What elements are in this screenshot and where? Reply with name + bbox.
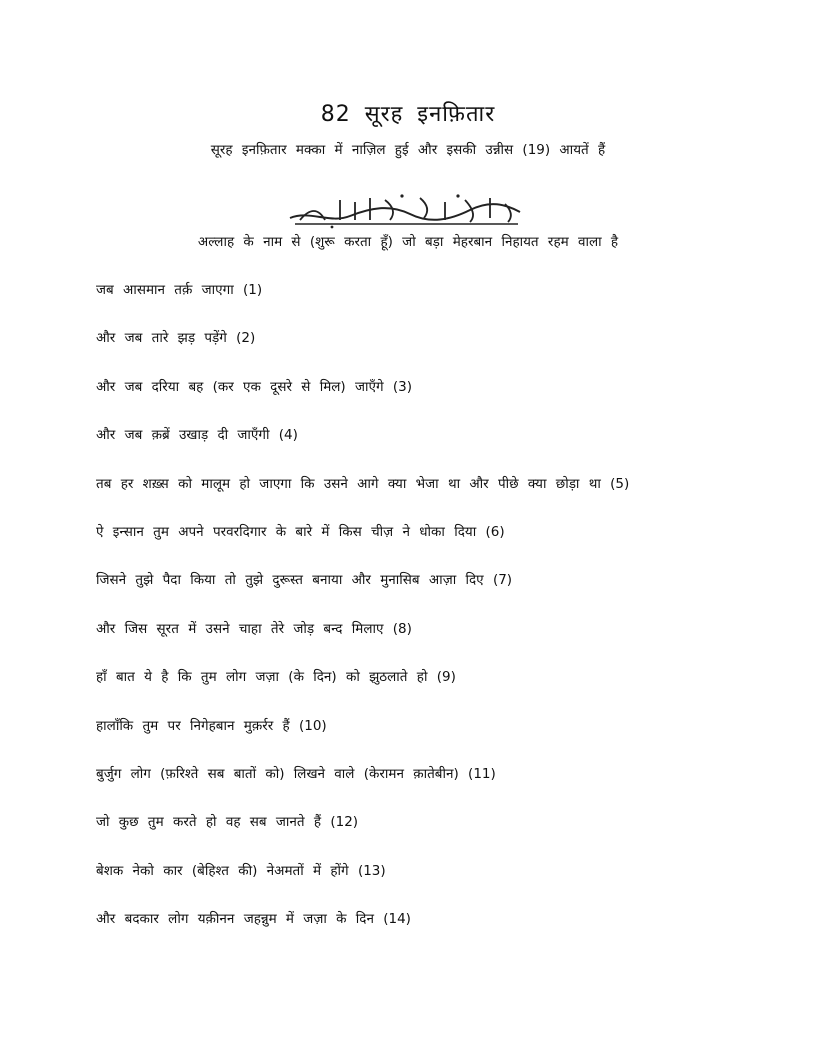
verse-4: और जब क़ब्रें उखाड़ दी जाएँगी (4) bbox=[96, 427, 298, 444]
bismillah-translation: अल्लाह के नाम से (शुरू करता हूँ) जो बड़ा मेहरबान निहायत रहम वाला है bbox=[197, 234, 619, 250]
verse-6: ऐ इन्सान तुम अपने परवरदिगार के बारे में किस चीज़ ने धोका दिया (6) bbox=[96, 523, 505, 540]
verse-8: और जिस सूरत में उसने चाहा तेरे जोड़ बन्द मिलाए (8) bbox=[96, 620, 412, 637]
verse-3: और जब दरिया बह (कर एक दूसरे से मिल) जाएँगे (3) bbox=[96, 378, 412, 395]
verse-10: हालाँकि तुम पर निगेहबान मुक़र्रर हैं (10) bbox=[96, 717, 327, 734]
surah-subtitle: सूरह इनफ़ितार मक्का में नाज़िल हुई और इसकी उन्नीस (19) आयतें हैं bbox=[210, 142, 606, 158]
surah-title: 82 सूरह इनफ़ितार bbox=[320, 102, 496, 127]
verse-1: जब आसमान तर्क़ जाएगा (1) bbox=[96, 282, 263, 298]
verse-7: जिसने तुझे पैदा किया तो तुझे दुरूस्त बनाया और मुनासिब आज़ा दिए (7) bbox=[96, 572, 513, 589]
verse-12: जो कुछ तुम करते हो वह सब जानते हैं (12) bbox=[96, 814, 359, 831]
verse-13: बेशक नेको कार (बेहिश्त की) नेअमतों में होंगे (13) bbox=[96, 862, 386, 879]
verse-list bbox=[96, 281, 796, 958]
verse-11: बुर्जुग लोग (फ़रिश्ते सब बातों को) लिखने वाले (केरामन क़ातेबीन) (11) bbox=[96, 765, 496, 782]
verse-9: हाँ बात ये है कि तुम लोग जज़ा (के दिन) को झुठलाते हो (9) bbox=[96, 669, 456, 686]
verse-14: और बदकार लोग यक़ीनन जहन्नुम में जज़ा के दिन (14) bbox=[96, 911, 411, 928]
verse-5: तब हर शख़्स को मालूम हो जाएगा कि उसने आगे क्या भेजा था और पीछे क्या छोड़ा था (5) bbox=[96, 475, 630, 492]
bismillah-calligraphy-icon bbox=[280, 190, 530, 230]
verse-2: और जब तारे झड़ पड़ेंगे (2) bbox=[96, 330, 256, 347]
